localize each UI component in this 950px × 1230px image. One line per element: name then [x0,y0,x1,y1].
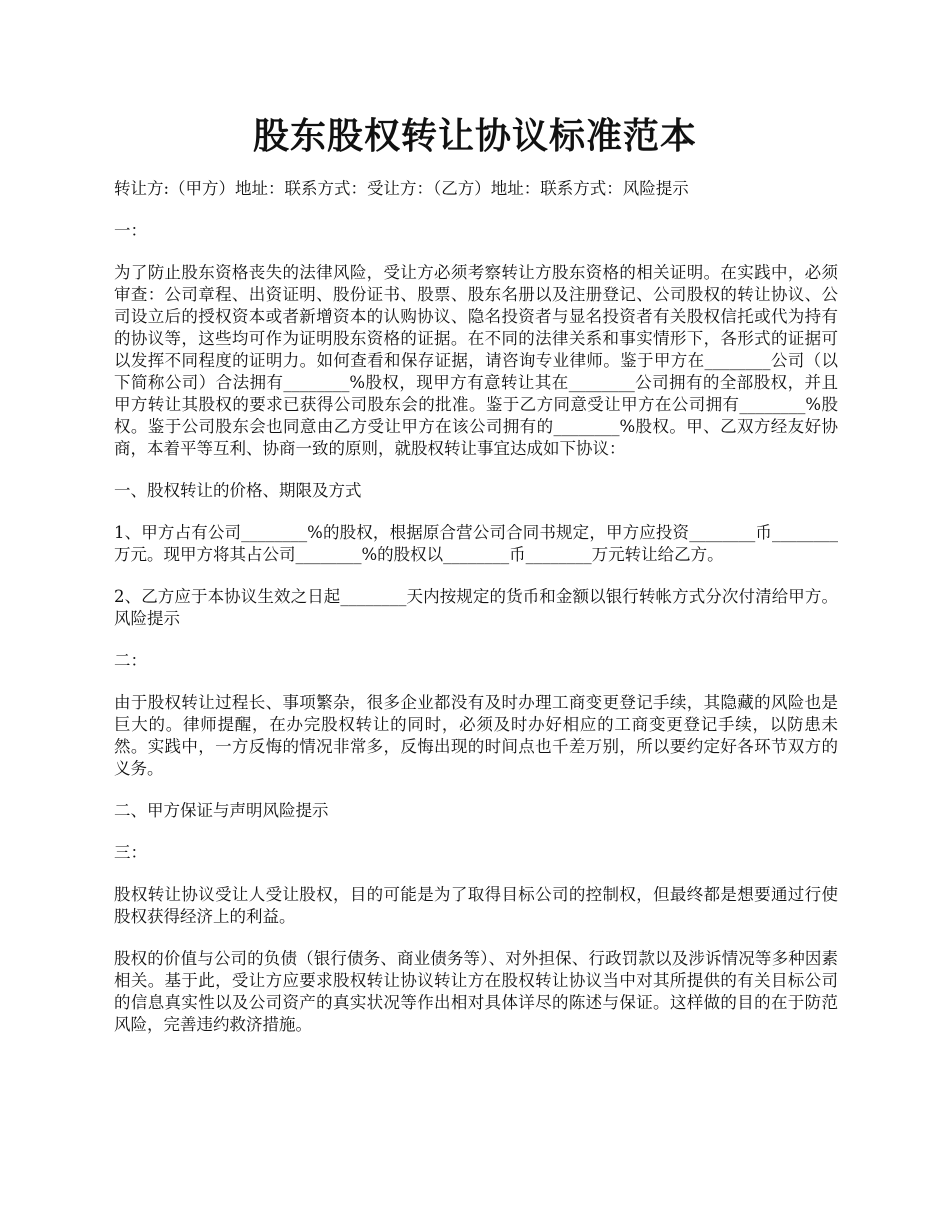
risk-note-heading-2: 二： [114,651,147,670]
risk-note-heading-3: 三： [114,843,147,862]
preamble-paragraph: 为了防止股东资格丧失的法律风险，受让方必须考察转让方股东资格的相关证明。在实践中，必须审查：公司章程、出资证明、股份证书、股票、股东名册以及注册登记、公司股权的转让协议、公司设立后的授权资本或者新增资本的认购协议、隐名投资者与显名投资者有关股权信托或代为持有的协议等，这些均可作为证明股东资格的证据。在不同的法律关系和事实情形下，各形式的证据可以发挥不同程度的证明力。如何查看和保存证据，请咨询专业律师。鉴于甲方在________公司（以下简称公司）合法拥有________%股权，现甲方有意转让其在________公司拥有的全部股权，并且甲方转让其股权的要求已获得公司股东会的批准。鉴于乙方同意受让甲方在公司拥有________%股权。鉴于公司股东会也同意由乙方受让甲方在该公司拥有的________%股权。甲、乙双方经友好协商，本着平等互利、协商一致的原则，就股权转让事宜达成如下协议： [114,263,838,458]
section-heading-price-terms: 一、股权转让的价格、期限及方式 [114,481,362,500]
document-body [114,178,838,1056]
risk-note-heading-1: 一： [114,221,147,240]
risk-note-paragraph-2: 由于股权转让过程长、事项繁杂，很多企业都没有及时办理工商变更登记手续，其隐藏的风险也是巨大的。律师提醒，在办完股权转让的同时，必须及时办好相应的工商变更登记手续，以防患未然。实践中，一方反悔的情况非常多，反悔出现的时间点也千差万别，所以要约定好各环节双方的义务。 [114,693,838,778]
party-info-line: 转让方:（甲方）地址：联系方式：受让方：（乙方）地址：联系方式：风险提示 [114,179,689,198]
section-heading-warranties: 二、甲方保证与声明风险提示 [114,801,329,820]
clause-2: 2、乙方应于本协议生效之日起________天内按规定的货币和金额以银行转帐方式分次付清给甲方。风险提示 [114,587,838,628]
risk-note-paragraph-3a: 股权转让协议受让人受让股权，目的可能是为了取得目标公司的控制权，但最终都是想要通过行使股权获得经济上的利益。 [114,885,838,926]
document-title: 股东股权转让协议标准范本 [252,115,697,157]
risk-note-paragraph-3b: 股权的价值与公司的负债（银行债务、商业债务等）、对外担保、行政罚款以及涉诉情况等多种因素相关。基于此，受让方应要求股权转让协议转让方在股权转让协议当中对其所提供的有关目标公司的信息真实性以及公司资产的真实状况等作出相对具体详尽的陈述与保证。这样做的目的在于防范风险，完善违约救济措施。 [114,949,838,1034]
clause-1: 1、甲方占有公司________%的股权，根据原合营公司合同书规定，甲方应投资________币________万元。现甲方将其占公司________%的股权以________币________万元转让给乙方。 [114,523,838,564]
